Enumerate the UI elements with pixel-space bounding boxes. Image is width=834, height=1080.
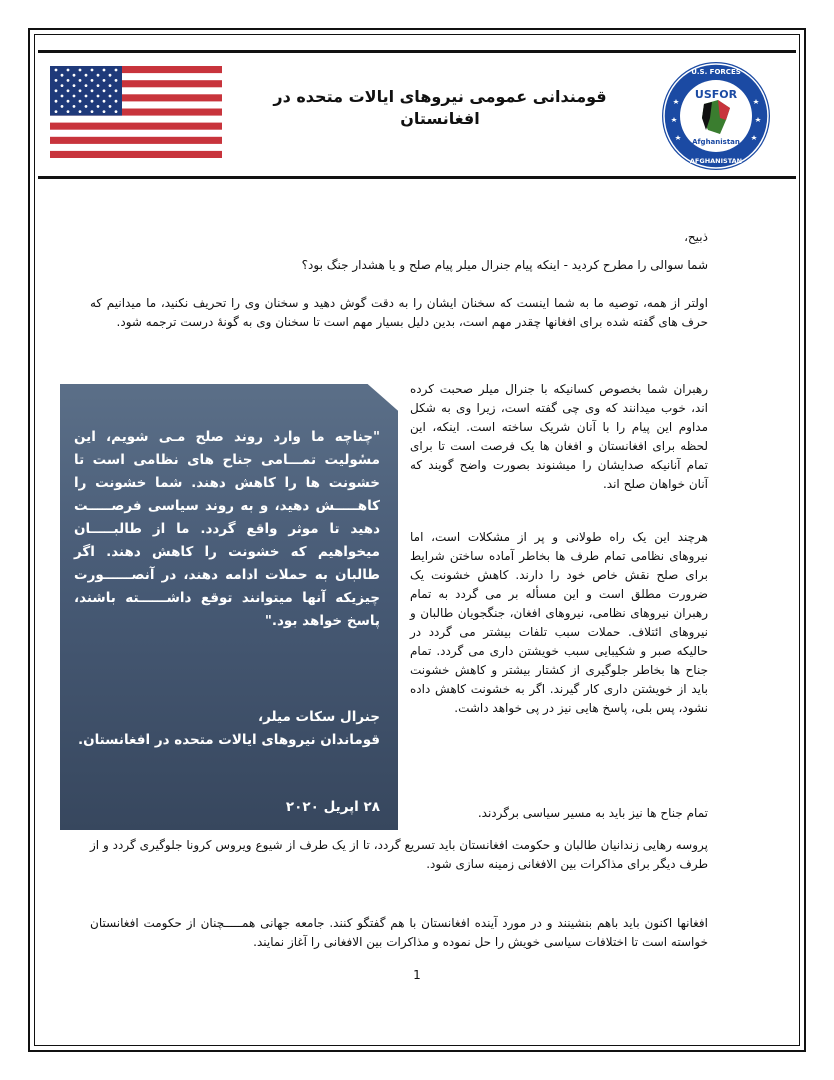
usfor-a-emblem: [660, 60, 772, 172]
letter-paragraph-long: هرچند این یک راه طولانی و پر از مشکلات است، اما نیروهای نظامی تمام طرف ها بخاطر آماده ساختن شرایط برای صلح نقش خاص خود را دارند. کاهش خشونت یک ضرورت مطلق است و این مسأله بر می گردد به تمام رهبران نیروهای نظامی، نیروهای افغان، جنگجویان طالبان و نیروهای ائتلاف. حملات سبب تلفات بیشتر می گردد در حالیکه صبر و شکیبایی سبب خویشتن داری می گردد. تمام جناح ها بخاطر جلوگیری از کشتار بیشتر و کاهش خشونت باید از خویشتن داری کار گیرند. اگر به خشونت کاهش داده نشود، پس بلی، پاسخ هایی نیز در پی خواهد داشت.: [410, 530, 708, 715]
pull-quote-date: ۲۸ اپریل ۲۰۲۰: [285, 799, 380, 815]
page-number: 1: [413, 968, 421, 982]
letter-paragraph-afghans: افغانها اکنون باید باهم بنشینند و در مورد آینده افغانستان با هم گفتگو کنند. جامعه جهانی همـــــچنان از حکومت افغانستان خواسته است تا اختلافات سیاسی خویش را حل نموده و مذاکرات بین الافغانی را آغاز نمایند.: [90, 916, 708, 949]
letter-question: شما سوالی را مطرح کردید - اینکه پیام جنرال میلر پیام صلح و یا هشدار جنگ بود؟: [301, 258, 708, 272]
emblem-text-main: USFOR: [694, 88, 738, 101]
emblem-text-mid: Afghanistan: [692, 138, 740, 146]
letter-paragraph-release: پروسه رهایی زندانیان طالبان و حکومت افغانستان باید تسریع گردد، تا از یک طرف از شیوع ویروس کرونا جلوگیری گردد و از طرف دیگر برای مذاکرات بین الافغانی زمینه سازی شود.: [90, 838, 708, 871]
letter-paragraph-leaders: رهبران شما بخصوص کسانیکه با جنرال میلر صحبت کرده اند، خوب میدانند که وی چی گفته است، زیرا وی به شکل مداوم این پیام را با آنان شریک ساخته است. اینکه، این لحظه برای افغانستان و افغان ها یک فرصت است تا برای تمام آنانیکه صدایشان را میشنوند بصورت واضح گویند که آنان خواهان صلح اند.: [410, 382, 708, 491]
emblem-text-top: U.S. FORCES: [691, 68, 741, 76]
pull-quote-signature: [74, 706, 380, 752]
header-rule-bottom: [38, 176, 796, 179]
letter-greeting: ذبیح،: [684, 230, 708, 244]
emblem-text-bottom: AFGHANISTAN: [689, 157, 743, 165]
us-flag-image: [50, 66, 222, 158]
pull-quote-text: "چناچه ما وارد روند صلح مـی شویم، این مسٔولیت تمـــامی جناح های نظامی است تا خشونت ها را کاهش دهند. شما خشونت را کاهـــــش دهید، و به روند سیاسی فرصـــــت دهید تا موثر واقع گردد. ما از طالبـــــان میخواهیم که خشونت را کاهش دهند. اگر طالبان به حملات ادامه دهند، در آنصــــــورت چیزیکه آنها میتوانند توقع داشــــــته باشند، پاسخ خواهد بود.": [74, 429, 380, 629]
quote-author-role: قوماندان نیروهای ایالات متحده در افغانستان.: [77, 732, 380, 748]
quote-author: جنرال سکات میلر،: [257, 709, 380, 725]
letter-paragraph-first: اولتر از همه، توصیه ما به شما اینست که سخنان ایشان را به دقت گوش دهید و سخنان وی را تحریف نکنید، ما میدانیم که حرف های گفته شده برای افغانها چقدر مهم است، بدین دلیل بسیار مهم است تا سخنان وی به گونۀ درست ترجمه شود.: [90, 296, 708, 329]
letter-paragraph-wings: تمام جناح ها نیز باید به مسیر سیاسی برگردند.: [477, 806, 708, 820]
page-title: قومندانی عمومی نیروهای ایالات متحده در افغانستان: [273, 87, 607, 128]
header-rule-top: [38, 50, 796, 53]
